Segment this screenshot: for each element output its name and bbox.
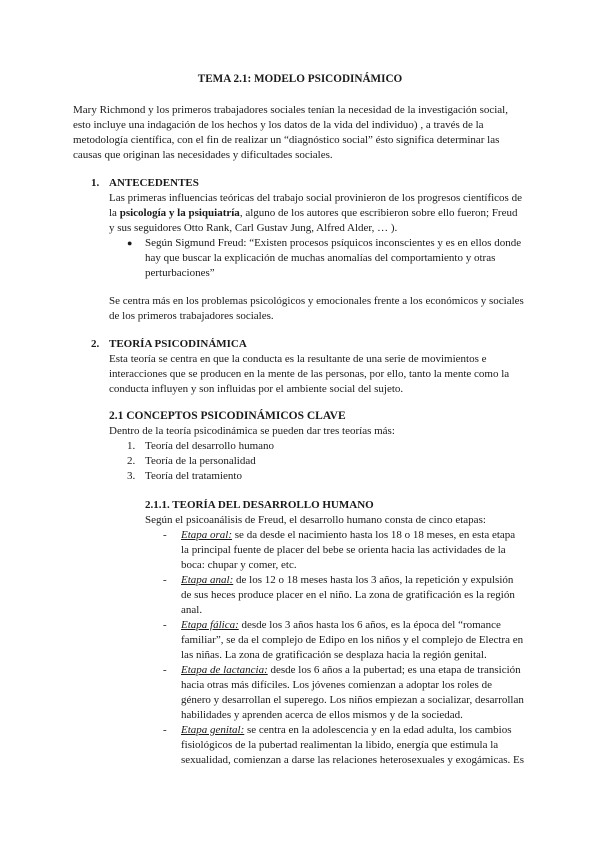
list-item: Teoría del desarrollo humano <box>145 440 275 452</box>
section-1-heading: ANTECEDENTES <box>109 177 199 189</box>
list-item: Teoría del tratamiento <box>145 470 242 482</box>
stage-line: sexualidad, comienzan a darse las relaciones heterosexuales y exogámicas. Es <box>181 754 524 766</box>
text-fragment: la <box>109 207 120 219</box>
intro-line: Mary Richmond y los primeros trabajadores sociales tenían la necesidad de la investigación social, <box>73 104 508 116</box>
document-title: TEMA 2.1: MODELO PSICODINÁMICO <box>197 73 403 85</box>
section-2-heading: TEORÍA PSICODINÁMICA <box>109 338 247 350</box>
stage-line: boca: chupar y comer, etc. <box>181 559 297 571</box>
section-1-text-line: y sus seguidores Otto Rank, Carl Gustav Jung, Alfred Alder, … ). <box>109 222 398 234</box>
stage-line <box>181 573 513 588</box>
stage-label: Etapa anal: <box>181 574 234 586</box>
subsection-2-1-heading: 2.1 CONCEPTOS PSICODINÁMICOS CLAVE <box>109 410 346 422</box>
stage-line <box>181 618 501 633</box>
stage-text: se centra en la adolescencia y en la edad adulta, los cambios <box>244 724 512 736</box>
intro-line: causas que originan las necesidades y dificultades sociales. <box>73 149 333 161</box>
dash-marker: - <box>163 574 167 586</box>
stage-line: fisiológicos de la pubertad realimentan la libido, energía que estimula la <box>181 739 499 751</box>
list-number: 1. <box>127 440 136 452</box>
subsection-2-1-1-intro: Según el psicoanálisis de Freud, el desarrollo humano consta de cinco etapas: <box>145 514 486 526</box>
section-2-text-line: conducta influyen y son influidas por el ambiente social del sujeto. <box>109 383 404 395</box>
stage-line: hacia otras más difíciles. Los jóvenes comienzan a adoptar los roles de <box>181 679 492 691</box>
bold-term: psicología y la psiquiatría <box>119 207 240 219</box>
stage-line: familiar”, se da el complejo de Edipo en los niños y el complejo de Electra en <box>181 634 524 646</box>
dash-marker: - <box>163 664 167 676</box>
list-item: Teoría de la personalidad <box>145 455 256 467</box>
stage-label: Etapa genital: <box>181 724 245 736</box>
bullet-icon: ● <box>127 238 133 248</box>
text-fragment: , alguno de los autores que escribieron sobre ello fueron; Freud <box>239 207 518 219</box>
intro-line: metodología científica, con el fin de realizar un “diagnóstico social” ésto significa determinar las <box>73 134 500 146</box>
bullet-text-line: hay que buscar la explicación de muchas anomalías del comportamiento y otras <box>145 252 496 264</box>
stage-label: Etapa oral: <box>181 529 233 541</box>
list-number: 2. <box>127 455 136 467</box>
stage-text: se da desde el nacimiento hasta los 18 o 18 meses, en esta etapa <box>232 529 516 541</box>
stage-line <box>181 723 512 738</box>
section-1-text-line <box>109 206 517 221</box>
bullet-text-line: Según Sigmund Freud: “Existen procesos psíquicos inconscientes y es en ellos donde <box>145 237 522 249</box>
subsection-2-1-intro: Dentro de la teoría psicodinámica se pueden dar tres teorías más: <box>109 425 395 437</box>
bullet-text-line: perturbaciones” <box>145 267 215 279</box>
stage-line <box>181 663 521 678</box>
stage-text: de los 12 o 18 meses hasta los 3 años, la repetición y expulsión <box>233 574 514 586</box>
stage-line: la principal fuente de placer del bebe se orienta hacia las actividades de la <box>181 544 506 556</box>
section-1-text-line: de los primeros trabajadores sociales. <box>109 310 274 322</box>
stage-text: desde los 3 años hasta los 6 años, es la época del “romance <box>238 619 501 631</box>
dash-marker: - <box>163 529 167 541</box>
section-1-text-line: Se centra más en los problemas psicológicos y emocionales frente a los económicos y sociales <box>109 295 524 307</box>
stage-line: de sus heces produce placer en el niño. La zona de gratificación es la región <box>181 589 515 601</box>
subsection-2-1-1-heading: 2.1.1. TEORÍA DEL DESARROLLO HUMANO <box>145 499 374 511</box>
stage-line: habilidades y aprenden acerca de ellos mismos y de la sociedad. <box>181 709 463 721</box>
section-2-text-line: Esta teoría se centra en que la conducta es la resultante de una serie de movimientos e <box>109 353 487 365</box>
intro-line: esto incluye una indagación de los hechos y los datos de la vida del individuo) , a través de la <box>73 119 484 131</box>
stage-line: las niñas. La zona de gratificación se desplaza hacia la región genital. <box>181 649 487 661</box>
stage-label: Etapa fálica: <box>181 619 239 631</box>
stage-line <box>181 528 515 543</box>
section-2-text-line: interacciones que se producen en la mente de las personas, por ello, tanto la mente como la <box>109 368 510 380</box>
dash-marker: - <box>163 619 167 631</box>
stage-text: desde los 6 años a la pubertad; es una etapa de transición <box>267 664 521 676</box>
list-number: 3. <box>127 470 136 482</box>
stage-line: género y desarrollan el superego. Los niños empiezan a socializar, desarrollan <box>181 694 524 706</box>
dash-marker: - <box>163 724 167 736</box>
stage-line: anal. <box>181 604 203 616</box>
section-1-text-line: Las primeras influencias teóricas del trabajo social provinieron de los progresos científicos de <box>109 192 522 204</box>
section-1-number: 1. <box>91 177 100 189</box>
section-2-number: 2. <box>91 338 100 350</box>
stage-label: Etapa de lactancia: <box>181 664 268 676</box>
